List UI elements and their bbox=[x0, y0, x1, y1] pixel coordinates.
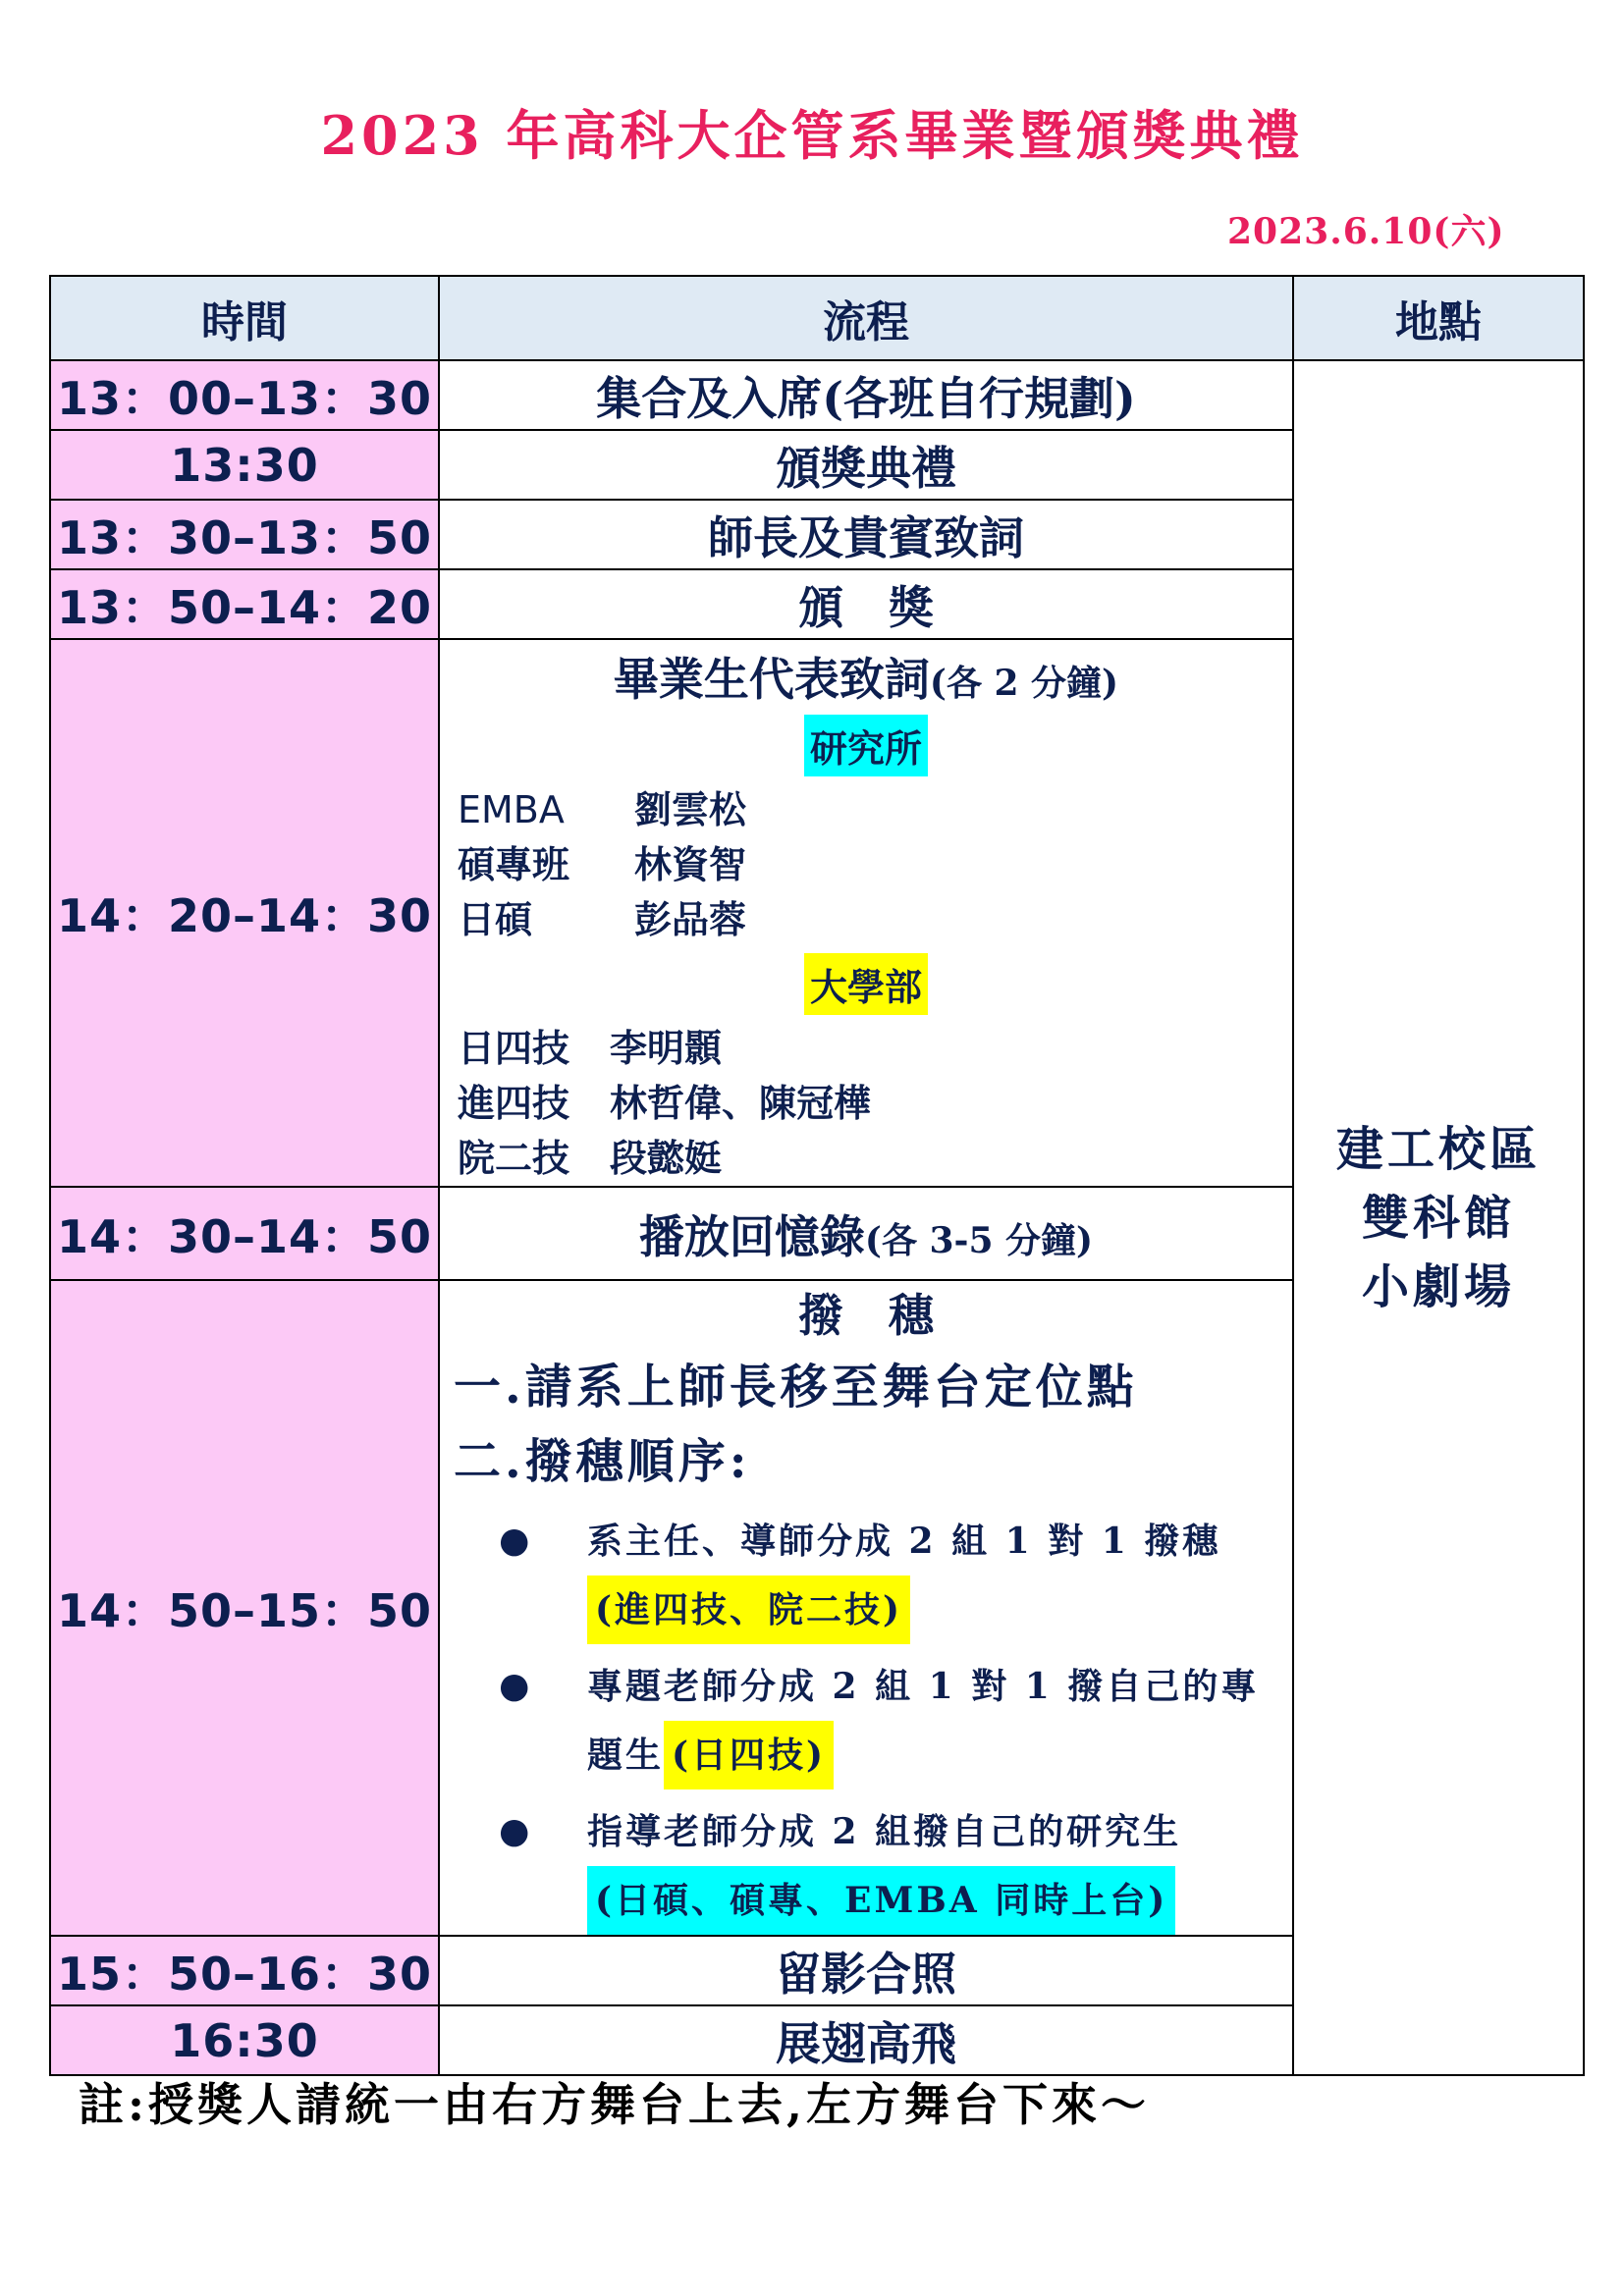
list-item: ● 系主任、導師分成 2 組 1 對 1 撥穗 (進四技、院二技) bbox=[499, 1507, 1292, 1644]
video-flow: 播放回憶錄 bbox=[638, 1209, 865, 1263]
time-cell: 13：50–14：20 bbox=[50, 569, 439, 639]
list-item: 日四技 李明顥 bbox=[458, 1026, 723, 1070]
list-item: 進四技 林哲偉、陳冠樺 bbox=[458, 1081, 872, 1125]
list-item: 碩專班 林資智 bbox=[458, 842, 747, 886]
time-cell: 16:30 bbox=[50, 2005, 439, 2075]
time-cell: 13:30 bbox=[50, 430, 439, 500]
header-time: 時間 bbox=[50, 276, 439, 360]
table-header-row bbox=[50, 276, 1584, 360]
flow-cell: 展翅高飛 bbox=[439, 2005, 1293, 2075]
header-place: 地點 bbox=[1293, 276, 1584, 360]
place-line: 建工校區 bbox=[1335, 1121, 1541, 1177]
flow-cell: 留影合照 bbox=[439, 1936, 1293, 2005]
flow-cell: 頒 獎 bbox=[439, 569, 1293, 639]
footnote: 註:授獎人請統一由右方舞台上去,左方舞台下來～ bbox=[79, 2078, 1150, 2131]
time-cell: 13：30–13：50 bbox=[50, 500, 439, 569]
list-item: ● 專題老師分成 2 組 1 對 1 撥自己的專 題生 (日四技) bbox=[499, 1652, 1292, 1789]
time-cell: 14：20–14：30 bbox=[50, 639, 439, 1187]
page-title: 2023 年高科大企管系畢業暨頒獎典禮 bbox=[320, 104, 1304, 167]
highlight: (日四技) bbox=[664, 1721, 834, 1789]
time-cell: 15：50–16：30 bbox=[50, 1936, 439, 2005]
list-item: ● 指導老師分成 2 組撥自己的研究生 (日碩、碩專、EMBA 同時上台) bbox=[499, 1797, 1292, 1935]
bullet-icon: ● bbox=[499, 1811, 530, 1851]
list-item: 院二技 段懿娗 bbox=[458, 1136, 723, 1180]
list-item: 日碩 彭品蓉 bbox=[458, 897, 747, 941]
tassel-line2: 二.撥穗順序: bbox=[454, 1434, 751, 1489]
list-item: EMBA 劉雲松 bbox=[458, 787, 747, 831]
highlight: (日碩、碩專、EMBA 同時上台) bbox=[587, 1866, 1175, 1935]
grad-label: 研究所 bbox=[804, 715, 928, 776]
header-flow: 流程 bbox=[439, 276, 1293, 360]
event-date: 2023.6.10(六) bbox=[1227, 211, 1505, 252]
speech-heading: 畢業生代表致詞 bbox=[613, 653, 930, 706]
ug-label: 大學部 bbox=[804, 953, 928, 1015]
time-cell: 14：30–14：50 bbox=[50, 1187, 439, 1280]
flow-cell: 師長及貴賓致詞 bbox=[439, 500, 1293, 569]
bullet-icon: ● bbox=[499, 1521, 530, 1561]
table-row bbox=[50, 360, 1584, 430]
speech-note: (各 2 分鐘) bbox=[929, 663, 1119, 704]
flow-cell: 頒獎典禮 bbox=[439, 430, 1293, 500]
flow-cell: 集合及入席(各班自行規劃) bbox=[439, 360, 1293, 430]
time-cell: 14：50–15：50 bbox=[50, 1280, 439, 1936]
highlight: (進四技、院二技) bbox=[587, 1575, 910, 1644]
tassel-cell bbox=[439, 1280, 1293, 1936]
place-line: 小劇場 bbox=[1361, 1258, 1515, 1314]
place-cell bbox=[1293, 360, 1584, 2075]
video-note: (各 3-5 分鐘) bbox=[864, 1219, 1094, 1261]
tassel-heading: 撥 穗 bbox=[798, 1289, 934, 1342]
schedule-table bbox=[49, 275, 1585, 2076]
flow-cell bbox=[439, 1187, 1293, 1280]
time-cell: 13：00–13：30 bbox=[50, 360, 439, 430]
place-line: 雙科館 bbox=[1361, 1190, 1515, 1246]
tassel-line1: 一.請系上師長移至舞台定位點 bbox=[454, 1360, 1138, 1415]
bullet-icon: ● bbox=[499, 1666, 530, 1706]
speech-cell bbox=[439, 639, 1293, 1187]
